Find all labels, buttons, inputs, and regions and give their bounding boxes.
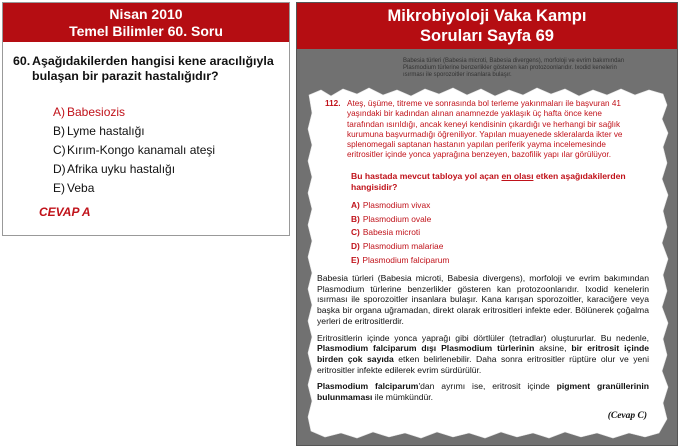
explanation bbox=[317, 273, 649, 409]
right-option-text: Plasmodium malariae bbox=[362, 241, 444, 252]
sub-question-post: etken aşağıdakilerden hangisidir? bbox=[351, 171, 626, 192]
sub-question-underlined: en olası bbox=[501, 171, 534, 181]
explanation-paragraph-3 bbox=[317, 381, 649, 402]
right-option-text: Plasmodium falciparum bbox=[362, 254, 450, 265]
left-option-text: Babesiozis bbox=[67, 105, 126, 119]
left-option-b bbox=[53, 122, 215, 141]
left-option-letter: D) bbox=[53, 162, 66, 176]
right-option-letter: D) bbox=[351, 241, 360, 252]
case-text: Ateş, üşüme, titreme ve sonrasında bol terleme yakınmaları ile başvuran 41 yaşındaki bir kadından alınan anamnezde yaklaşık üç hafta önce kene tarafından ısırıldığı, ancak keneyi kendisinin çıkardığı ve herhangi bir sağlık kurumuna başvurmadığı öğreniliyor. Yapılan muayenede skleralarda ikter ve splenomegali saptanan hastanın yapılan periferik yayma incelemesinde eritrositler içinde yonca yaprağına benzeyen, bazofilik yapı ılar görülüyor. bbox=[347, 99, 623, 160]
left-header-date: Nisan 2010 bbox=[109, 6, 183, 22]
right-option-e bbox=[351, 254, 449, 268]
right-option-letter: E) bbox=[351, 254, 360, 265]
left-option-text: Lyme hastalığı bbox=[67, 124, 145, 138]
left-option-c bbox=[53, 141, 215, 160]
right-option-text: Plasmodium ovale bbox=[362, 213, 432, 224]
right-option-a bbox=[351, 199, 449, 213]
sub-question-pre: Bu hastada mevcut tabloya yol açan bbox=[351, 171, 502, 181]
right-header-subtitle: Soruları Sayfa 69 bbox=[420, 27, 554, 45]
sub-question bbox=[351, 171, 641, 192]
explanation-text: ile mümkündür. bbox=[372, 392, 434, 403]
explanation-bold: pigment granüllerinin bulunmaması bbox=[317, 381, 649, 403]
right-case-panel bbox=[296, 2, 678, 446]
right-option-b bbox=[351, 213, 449, 227]
right-option-text: Babesia microti bbox=[362, 227, 421, 238]
right-options bbox=[351, 199, 449, 268]
left-option-letter: A) bbox=[53, 105, 65, 119]
right-option-letter: A) bbox=[351, 200, 360, 210]
left-option-d bbox=[53, 160, 215, 179]
left-option-letter: E) bbox=[53, 181, 65, 195]
left-option-e bbox=[53, 179, 215, 198]
left-header-title: Temel Bilimler 60. Soru bbox=[69, 23, 223, 39]
right-option-letter: B) bbox=[351, 213, 360, 224]
left-header bbox=[3, 3, 289, 42]
left-question bbox=[13, 54, 285, 84]
right-header-title: Mikrobiyoloji Vaka Kampı bbox=[387, 7, 587, 25]
explanation-bold: Plasmodium falciparum dışı Plasmodium türlerinin bbox=[317, 343, 535, 354]
explanation-text: aksine, bbox=[534, 343, 572, 354]
left-option-text: Kırım-Kongo kanamalı ateşi bbox=[67, 143, 216, 157]
right-answer: (Cevap C) bbox=[607, 411, 647, 421]
explanation-paragraph-2 bbox=[317, 333, 649, 376]
right-option-d bbox=[351, 240, 449, 254]
explanation-bold: Plasmodium falciparum bbox=[317, 381, 419, 392]
explanation-text: Eritrositlerin içinde yonca yaprağı gibi dörtlüler (tetradlar) oluştururlar. Bu nedenle, bbox=[317, 332, 649, 343]
background-faded-text: Babesia türleri (Babesia microti, Babesia divergens), morfoloji ve evrim bakımından Plasmodium türlerine benzerlikler gösteren kan protozoonlarıdır. Ixodid kenelerin ısırması ile sporozoitler insanlara bulaşır. bbox=[403, 58, 625, 78]
left-options bbox=[53, 103, 215, 198]
left-answer: CEVAP A bbox=[39, 205, 91, 219]
left-question-panel bbox=[2, 2, 290, 236]
explanation-bold: bir eritrosit içinde birden çok sayıda bbox=[317, 343, 649, 364]
right-option-c bbox=[351, 226, 449, 240]
explanation-text: 'dan ayrımı ise, eritrosit içinde bbox=[418, 381, 557, 392]
torn-paper-card bbox=[307, 87, 669, 439]
case-text-block bbox=[325, 99, 637, 161]
left-question-text: Aşağıdakilerden hangisi kene aracılığıyla bulaşan bir parazit hastalığıdır? bbox=[32, 54, 274, 83]
explanation-text: etken belirlenebilir. Daha sonra eritrositler rüptüre olur ve yeni eritrositler infekte edilerek evrim sürdürülür. bbox=[317, 353, 649, 375]
left-option-text: Veba bbox=[67, 181, 95, 195]
explanation-paragraph-1: Babesia türleri (Babesia microti, Babesia divergens), morfoloji ve evrim bakımından Plasmodium türlerine benzerlikler gösteren kan protozoonlarıdır. Ixodid kenelerin ısırması ile sporozoitler insanlara bulaşır. Kana karışan sporozoitler, karaciğere veya başka bir organa uğramadan, direkt olarak eritrositleri infekte eder. Bölünerek çoğalma yerleri de eritrositlerdir. bbox=[317, 273, 649, 326]
right-header bbox=[297, 3, 677, 49]
right-option-text: Plasmodium vivax bbox=[362, 200, 431, 210]
left-option-letter: B) bbox=[53, 124, 65, 138]
left-option-text: Afrika uyku hastalığı bbox=[67, 162, 176, 176]
left-option-a bbox=[53, 103, 215, 122]
right-option-letter: C) bbox=[351, 227, 360, 238]
left-option-letter: C) bbox=[53, 143, 66, 157]
left-question-number: 60. bbox=[13, 54, 31, 68]
case-number: 112. bbox=[325, 99, 341, 108]
